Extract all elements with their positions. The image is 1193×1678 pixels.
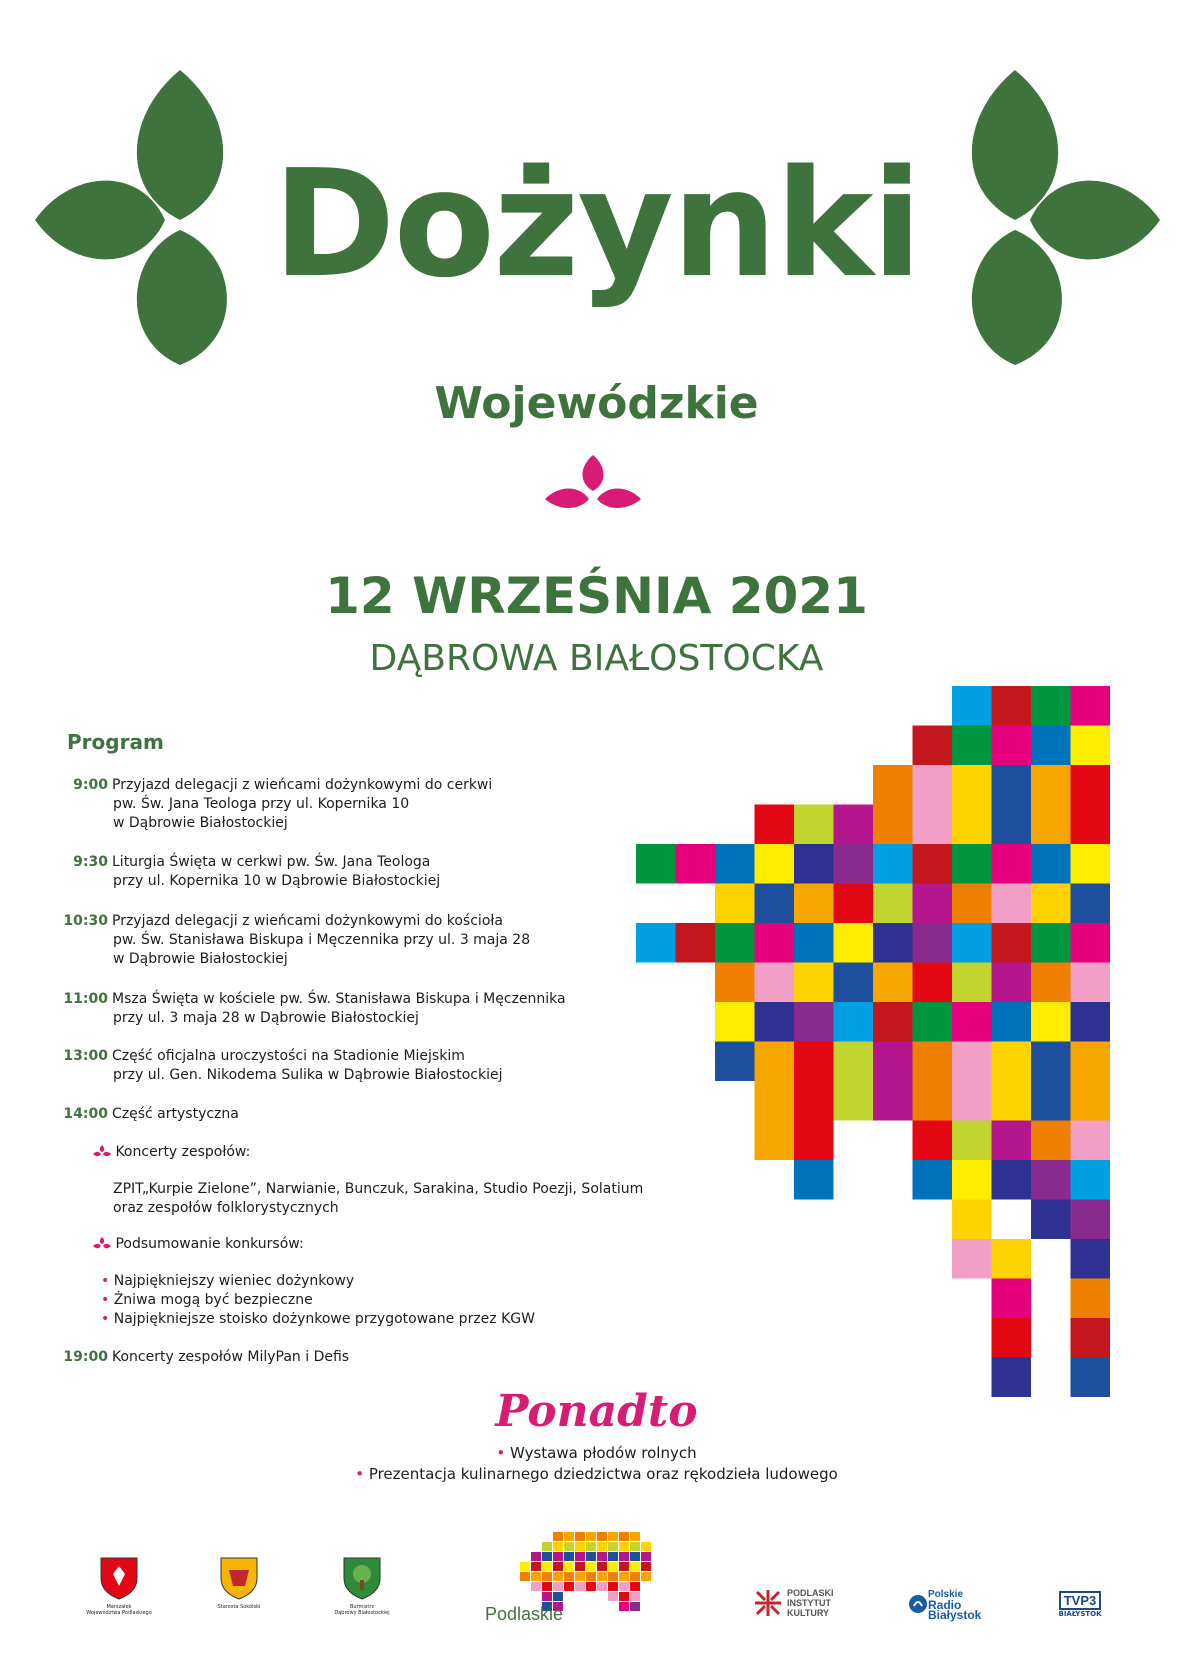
mosaic-tile (1031, 1160, 1071, 1200)
mosaic-tile (1071, 1160, 1111, 1200)
summary-label: Podsumowanie konkursów: (115, 1236, 304, 1252)
mosaic-tile (992, 1279, 1032, 1319)
small-flower-icon (93, 1145, 111, 1157)
mosaic-tile (715, 1002, 755, 1042)
bison-tile (630, 1592, 640, 1601)
mosaic-tile (715, 923, 755, 963)
event-place: DĄBROWA BIAŁOSTOCKA (369, 638, 824, 679)
bison-tile (520, 1572, 530, 1581)
mosaic-tile (952, 686, 992, 726)
bison-tile (586, 1542, 596, 1551)
bison-tile (553, 1562, 563, 1571)
mosaic-tile (992, 1042, 1032, 1082)
mosaic-tile (755, 923, 795, 963)
mosaic-tile (873, 963, 913, 1003)
mosaic-tile (952, 1200, 992, 1240)
mosaic-tile (755, 1042, 795, 1082)
mosaic-tile (1071, 686, 1111, 726)
bison-tile (586, 1582, 596, 1591)
program-line: pw. Św. Stanisława Biskupa i Męczennika przy ul. 3 maja 28 (113, 932, 531, 948)
mosaic-tile (873, 1042, 913, 1082)
bison-tile (608, 1592, 618, 1601)
bison-tile (553, 1532, 563, 1541)
mosaic-tile (873, 1002, 913, 1042)
bison-tile (619, 1572, 629, 1581)
mosaic-tile (992, 844, 1032, 884)
mosaic-tile (1071, 1121, 1111, 1161)
program-time: 19:00 (63, 1349, 108, 1365)
mosaic-tile (952, 844, 992, 884)
bison-tile (630, 1532, 640, 1541)
bison-tile (619, 1602, 629, 1611)
mosaic-tile (992, 1081, 1032, 1121)
mosaic-tile (913, 963, 953, 1003)
mosaic-tile (992, 726, 1032, 766)
mosaic-tile (755, 1002, 795, 1042)
bison-tile (586, 1562, 596, 1571)
mosaic-tile (913, 1081, 953, 1121)
logo-caption: Marszałek Województwa Podlaskiego (86, 1604, 152, 1616)
pik-line: PODLASKI (787, 1588, 834, 1598)
bison-tile (564, 1542, 574, 1551)
bison-tile (630, 1572, 640, 1581)
concerts-line: ZPIT„Kurpie Zielone”, Narwianie, Bunczuk, Sarakina, Studio Poezji, Solatium (113, 1181, 644, 1197)
mosaic-tile (715, 844, 755, 884)
bison-tile (619, 1582, 629, 1591)
mosaic-tile (1031, 1200, 1071, 1240)
bison-tile (619, 1552, 629, 1561)
bison-tile (553, 1592, 563, 1601)
summary-item: • Żniwa mogą być bezpieczne (101, 1292, 313, 1308)
mosaic-tile (992, 1121, 1032, 1161)
mosaic-tile (913, 844, 953, 884)
mosaic-tile (755, 963, 795, 1003)
bison-tile (608, 1582, 618, 1591)
bison-tile (564, 1582, 574, 1591)
mosaic-tile (1071, 1002, 1111, 1042)
mosaic-tile (1031, 844, 1071, 884)
mosaic-tile (913, 923, 953, 963)
mosaic-tile (992, 1002, 1032, 1042)
pik-cross-icon (755, 1590, 781, 1616)
bison-tile (564, 1552, 574, 1561)
bison-tile (531, 1572, 541, 1581)
mosaic-tile (794, 1042, 834, 1082)
bison-tile (641, 1542, 651, 1551)
bison-tile (553, 1552, 563, 1561)
mosaic-tile (913, 884, 953, 924)
program-line: Przyjazd delegacji z wieńcami dożynkowymi do cerkwi (112, 777, 493, 793)
bison-tile (630, 1582, 640, 1591)
burmistrz-logo (324, 1556, 400, 1616)
mosaic-tile (794, 844, 834, 884)
bison-tile (564, 1562, 574, 1571)
mosaic-tile (1071, 1279, 1111, 1319)
mosaic-tile (1031, 765, 1071, 805)
coat-of-arms-icon (219, 1556, 259, 1600)
mosaic-tile (1071, 1081, 1111, 1121)
extra-item: • Wystawa płodów rolnych (496, 1444, 697, 1462)
mosaic-tile (794, 805, 834, 845)
bison-tile (531, 1562, 541, 1571)
program-line: przy ul. Gen. Nikodema Sulika w Dąbrowie Białostockiej (113, 1067, 503, 1083)
bison-tile (575, 1542, 585, 1551)
podlaskie-logo-text: Podlaskie (485, 1604, 564, 1624)
mosaic-tile (794, 884, 834, 924)
mosaic-tile (913, 1042, 953, 1082)
program-line: Msza Święta w kościele pw. Św. Stanisława Biskupa i Męczennika (112, 991, 566, 1007)
mosaic-tile (992, 805, 1032, 845)
bison-tile (641, 1562, 651, 1571)
mosaic-tile (1031, 884, 1071, 924)
mosaic-tile (794, 1002, 834, 1042)
bison-tile (553, 1542, 563, 1551)
mosaic-tile (834, 1081, 874, 1121)
pink-flower-icon (545, 455, 641, 511)
bison-tile (575, 1562, 585, 1571)
bison-tile (608, 1542, 618, 1551)
mosaic-tile (992, 1239, 1032, 1279)
starosta-logo (204, 1556, 274, 1610)
mosaic-tile (873, 1081, 913, 1121)
bison-tile (619, 1592, 629, 1601)
summary-item: • Najpiękniejszy wieniec dożynkowy (101, 1273, 355, 1289)
mosaic-tile (913, 726, 953, 766)
mosaic-tile (1071, 765, 1111, 805)
mosaic-tile (1071, 1200, 1111, 1240)
summary-item: • Najpiękniejsze stoisko dożynkowe przygotowane przez KGW (101, 1311, 535, 1327)
mosaic-tile (1031, 963, 1071, 1003)
mosaic-tile (715, 1042, 755, 1082)
radio-line: Białystok (928, 1608, 982, 1622)
mosaic-tile (952, 726, 992, 766)
bison-tile (542, 1562, 552, 1571)
bison-tile (630, 1552, 640, 1561)
bison-tile (575, 1532, 585, 1541)
mosaic-tile (1071, 1042, 1111, 1082)
mosaic-tile (834, 805, 874, 845)
mosaic-tile (834, 884, 874, 924)
mosaic-tile (992, 963, 1032, 1003)
mosaic-tile (715, 963, 755, 1003)
mosaic-tile (913, 765, 953, 805)
program-time: 10:30 (63, 913, 108, 929)
mosaic-tile (755, 1121, 795, 1161)
mosaic-tile (1071, 805, 1111, 845)
mosaic-tile (1031, 923, 1071, 963)
extra-item: • Prezentacja kulinarnego dziedzictwa oraz rękodzieła ludowego (355, 1465, 838, 1483)
mosaic-tile (755, 1081, 795, 1121)
program-line: pw. Św. Jana Teologa przy ul. Kopernika 10 (113, 796, 410, 812)
concerts-label-row (93, 1143, 250, 1162)
bison-tile (542, 1572, 552, 1581)
mosaic-tile (1031, 1042, 1071, 1082)
bison-tile (619, 1532, 629, 1541)
mosaic-tile (952, 805, 992, 845)
mosaic-tile (834, 1002, 874, 1042)
mosaic-tile (755, 884, 795, 924)
bison-tile (608, 1552, 618, 1561)
bison-tile (542, 1542, 552, 1551)
bison-tile (553, 1582, 563, 1591)
polskie-radio-logo (908, 1589, 982, 1624)
mosaic-tile (1071, 923, 1111, 963)
coat-of-arms-eagle-icon (99, 1556, 139, 1600)
radio-line: Polskie (928, 1589, 964, 1600)
mosaic-tile (913, 1160, 953, 1200)
mosaic-tile (873, 765, 913, 805)
mosaic-tile (913, 1002, 953, 1042)
radio-line: Radio (928, 1598, 962, 1612)
mosaic-tile (952, 963, 992, 1003)
bison-tile (586, 1572, 596, 1581)
bison-tile (542, 1582, 552, 1591)
program-time: 9:30 (73, 854, 108, 870)
mosaic-tile (952, 923, 992, 963)
mosaic-tile (755, 844, 795, 884)
mosaic-tile (952, 1081, 992, 1121)
bison-tile (586, 1532, 596, 1541)
bison-tile (641, 1572, 651, 1581)
mosaic-tile (952, 1042, 992, 1082)
mosaic-tile (1031, 1081, 1071, 1121)
pik-line: KULTURY (787, 1608, 829, 1618)
mosaic-tile (1071, 844, 1111, 884)
bison-tile (575, 1552, 585, 1561)
small-flower-icon (93, 1237, 111, 1249)
bison-tile (575, 1582, 585, 1591)
bison-tile (597, 1562, 607, 1571)
program-line: Przyjazd delegacji z wieńcami dożynkowymi do kościoła (112, 913, 503, 929)
tvp3-city: BIAŁYSTOK (1058, 1610, 1102, 1618)
bison-tile (564, 1532, 574, 1541)
bison-tile (597, 1532, 607, 1541)
coat-of-arms-tree-icon (342, 1556, 382, 1600)
mosaic-tile (794, 1121, 834, 1161)
mosaic-tile (834, 963, 874, 1003)
program-time: 11:00 (63, 991, 108, 1007)
program-line: Liturgia Święta w cerkwi pw. Św. Jana Teologa (112, 854, 431, 870)
logo-caption: Starosta Sokólski (217, 1604, 261, 1610)
mosaic-tile (1071, 963, 1111, 1003)
bison-tile (553, 1572, 563, 1581)
bison-tile (608, 1572, 618, 1581)
logo-caption: Burmistrz Dąbrowy Białostockiej (334, 1604, 390, 1616)
pik-line: INSTYTUT (787, 1598, 831, 1608)
program-time: 9:00 (73, 777, 108, 793)
bison-tile (597, 1542, 607, 1551)
mosaic-tile (952, 1121, 992, 1161)
program-time: 14:00 (63, 1106, 108, 1122)
mosaic-tile (913, 1121, 953, 1161)
bison-tile (619, 1562, 629, 1571)
poster-title: Dożynki (272, 138, 921, 310)
extra-heading: Ponadto (495, 1386, 698, 1437)
mosaic-tile (952, 1239, 992, 1279)
mosaic-tile (834, 844, 874, 884)
program-line: przy ul. 3 maja 28 w Dąbrowie Białostockiej (113, 1010, 419, 1026)
mosaic-tile (992, 1160, 1032, 1200)
program-line: przy ul. Kopernika 10 w Dąbrowie Białostockiej (113, 873, 441, 889)
mosaic-tile (992, 1318, 1032, 1358)
mosaic-tile (952, 1002, 992, 1042)
bison-tile (586, 1552, 596, 1561)
bison-tile (531, 1552, 541, 1561)
bison-tile (597, 1582, 607, 1591)
program-line: w Dąbrowie Białostockiej (113, 815, 288, 831)
program-line: Część artystyczna (112, 1106, 239, 1122)
program-line: Koncerty zespołów MilyPan i Defis (112, 1349, 350, 1365)
bison-tile (597, 1552, 607, 1561)
event-date: 12 WRZEŚNIA 2021 (325, 567, 868, 625)
mosaic-tile (1031, 1002, 1071, 1042)
mosaic-tile (873, 884, 913, 924)
mosaic-tile (1071, 1318, 1111, 1358)
summary-label-row (93, 1235, 304, 1254)
mosaic-tile (1031, 686, 1071, 726)
concerts-label: Koncerty zespołów: (115, 1144, 251, 1160)
bison-tile (542, 1592, 552, 1601)
bison-tile (630, 1542, 640, 1551)
marszalek-logo (84, 1556, 154, 1616)
mosaic-tile (834, 923, 874, 963)
mosaic-tile (715, 884, 755, 924)
bison-tile (619, 1542, 629, 1551)
mosaic-tile (952, 765, 992, 805)
radio-wave-icon (908, 1594, 928, 1614)
tvp3-logo (1050, 1590, 1110, 1618)
summary-list (101, 1272, 535, 1329)
mosaic-tile (952, 884, 992, 924)
mosaic-tile (992, 765, 1032, 805)
mosaic-tile (794, 1160, 834, 1200)
mosaic-tile (992, 686, 1032, 726)
mosaic-tile (755, 805, 795, 845)
bison-tile (520, 1562, 530, 1571)
bison-tile (608, 1532, 618, 1541)
mosaic-tile (913, 805, 953, 845)
mosaic-tile (1031, 1121, 1071, 1161)
program-time: 13:00 (63, 1048, 108, 1064)
mosaic-tile (834, 1042, 874, 1082)
bison-tile (641, 1552, 651, 1561)
program-line: w Dąbrowie Białostockiej (113, 951, 288, 967)
concerts-line: oraz zespołów folklorystycznych (113, 1200, 339, 1216)
mosaic-tile (794, 963, 834, 1003)
mosaic-tile (1031, 726, 1071, 766)
bison-tile (542, 1552, 552, 1561)
mosaic-tile (873, 844, 913, 884)
mosaic-tile (1071, 1239, 1111, 1279)
mosaic-tile (1031, 805, 1071, 845)
mosaic-tile (794, 1081, 834, 1121)
mosaic-tile (873, 923, 913, 963)
tvp3-badge: TVP3 (1059, 1591, 1102, 1610)
program-heading: Program (67, 730, 164, 754)
mosaic-tile (873, 805, 913, 845)
mosaic-tile (992, 923, 1032, 963)
bison-tile (630, 1562, 640, 1571)
bison-tile (630, 1602, 640, 1611)
mosaic-tile (952, 1160, 992, 1200)
bison-tile (575, 1572, 585, 1581)
mosaic-tile (1071, 726, 1111, 766)
bison-tile (531, 1582, 541, 1591)
bison-tile (564, 1572, 574, 1581)
bison-tile (608, 1562, 618, 1571)
mosaic-tile (992, 884, 1032, 924)
mosaic-tile (794, 923, 834, 963)
program-line: Część oficjalna uroczystości na Stadionie Miejskim (112, 1048, 465, 1064)
mosaic-tile (1071, 884, 1111, 924)
concerts-list (113, 1180, 643, 1218)
poster-subtitle: Wojewódzkie (434, 378, 759, 429)
bison-tile (597, 1572, 607, 1581)
